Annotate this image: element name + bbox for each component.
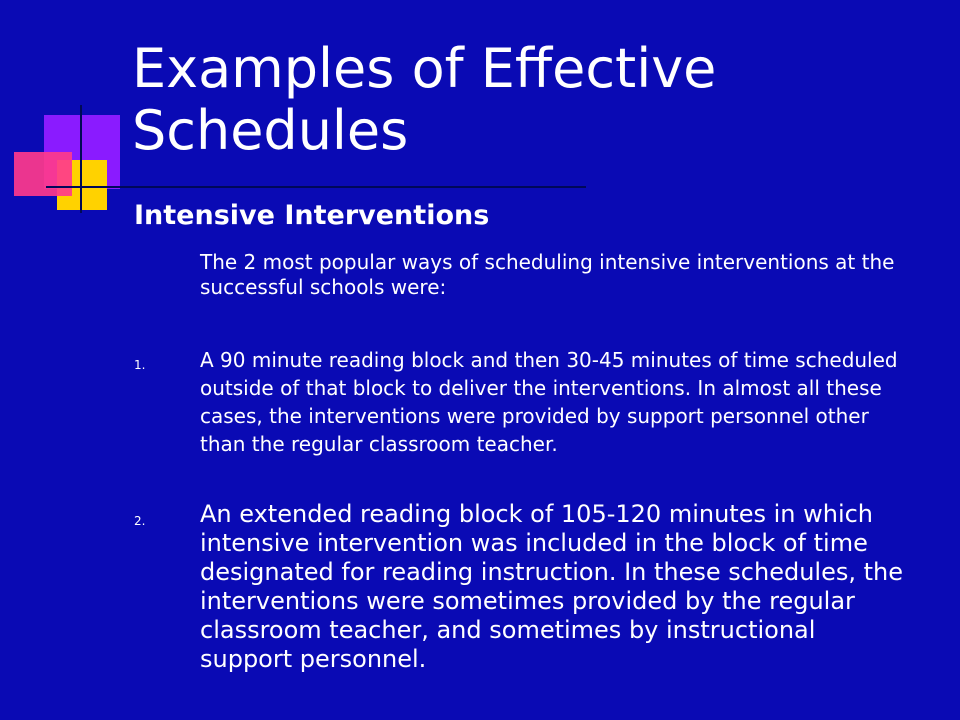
decorative-line-vertical bbox=[80, 105, 82, 213]
list-item-number: 1. bbox=[134, 358, 146, 372]
list-item-text: An extended reading block of 105-120 minutes in which intensive intervention was included in the block of time designated for reading instruction. In these schedules, the interventions were sometimes provided by the regular classroom teacher, and sometimes by instructional support personnel. bbox=[200, 500, 903, 673]
intro-text: The 2 most popular ways of scheduling intensive interventions at the successful schools were: bbox=[200, 250, 895, 299]
decorative-line-horizontal bbox=[46, 186, 586, 188]
slide-title: Examples of Effective Schedules bbox=[132, 37, 717, 162]
slide-subtitle: Intensive Interventions bbox=[134, 200, 490, 231]
list-item-text: A 90 minute reading block and then 30-45 minutes of time scheduled outside of that block to deliver the interventions. In almost all these cases, the interventions were provided by support personnel other than the regular classroom teacher. bbox=[200, 348, 898, 456]
list-item-number: 2. bbox=[134, 514, 146, 528]
decorative-square-pink bbox=[14, 152, 72, 196]
